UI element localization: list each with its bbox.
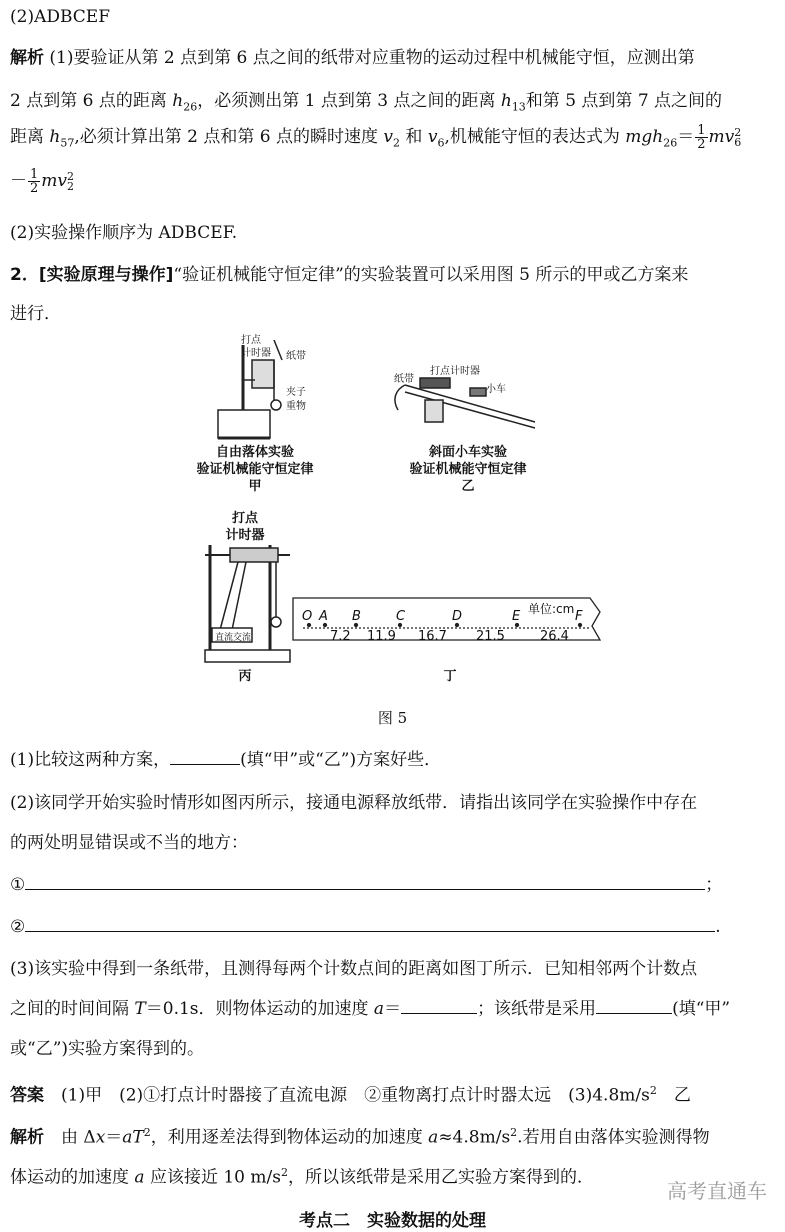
analysis1-line1 (10, 47, 775, 69)
sub3-t-T: T (134, 999, 146, 1019)
a3-aT: aT (122, 1127, 144, 1148)
a3-sup1: 2 (143, 1126, 151, 1139)
sub2-line2: 的两处明显错误或不当的地方： (10, 833, 248, 853)
q2-tag: [实验原理与操作] (38, 265, 174, 285)
frac2-n: 1 (30, 167, 39, 182)
sub3-line3: 或“乙”)实验方案得到的。 (10, 1039, 205, 1059)
bing-caption: 丙 (238, 669, 252, 684)
ding-value-bc: 11.9 (367, 629, 396, 644)
a1-l2b: ，必须测出第 1 点到第 3 点之间的距离 (197, 91, 501, 111)
jia-c1: 验证机械能守恒定律 (196, 462, 314, 477)
a1-sub6: 6 (734, 135, 742, 149)
sub3-blank-a[interactable] (401, 1013, 477, 1014)
a1-h13: h (500, 91, 512, 111)
analysis1-line4 (10, 168, 775, 195)
sub3-line1: (3)该实验中得到一条纸带，且测得每两个计数点间的距离如图丁所示．已知相邻两个计数点 (10, 959, 698, 979)
jia-c0: 自由落体实验 (215, 445, 294, 460)
analysis3-label: 解析 (10, 1127, 44, 1148)
bing-label-timer (215, 510, 275, 544)
section-title: 考点二 实验数据的处理 (299, 1211, 486, 1231)
analysis1-label: 解析 (10, 48, 44, 68)
ding-value-ef: 26.4 (540, 629, 569, 644)
jia-label-clip: 夹子 (286, 387, 306, 398)
figure-5-drawing (0, 330, 785, 700)
ding-point-c: C (396, 609, 406, 624)
yi-label-tape: 纸带 (394, 374, 414, 385)
a1-l2c: 和第 5 点到第 7 点之间的 (525, 91, 723, 111)
jia-caption (180, 444, 330, 495)
ding-value-oa-b: 7.2 (330, 629, 351, 644)
sub2-end2: . (715, 917, 721, 937)
frac2-d: 2 (30, 181, 39, 196)
yi-c2: 乙 (461, 479, 475, 494)
sub1-line (10, 749, 775, 771)
a3-l1f: ，利用逐差法得到物体运动的加速度 (150, 1127, 429, 1148)
sub1-text-a: (1)比较这两种方案， (10, 750, 171, 770)
a3-l2c: 应该接近 10 m/s (144, 1167, 281, 1188)
answer-text: (1)甲 (2)①打点计时器接了直流电源 ②重物离打点计时器太远 (3)4.8m/s (61, 1085, 650, 1106)
frac1-n: 1 (697, 123, 706, 138)
sub3-line2 (10, 998, 775, 1020)
ding-value-de: 21.5 (476, 629, 505, 644)
a1-sup2: 2 (67, 169, 75, 183)
frac1-d: 2 (697, 137, 706, 152)
bing-apparatus (205, 545, 290, 662)
answer-line (10, 1080, 775, 1107)
a1-v6: v (427, 127, 438, 147)
a1-supsub2 (67, 169, 75, 193)
analysis1-text1: (1)要验证从第 2 点到第 6 点之间的纸带对应重物的运动过程中机械能守恒，应测出第 (49, 48, 695, 68)
sub3-blank-scheme[interactable] (596, 1013, 672, 1014)
sub2-blank2-line (10, 916, 775, 938)
a3-l2e: ，所以该纸带是采用乙实验方案得到的． (287, 1167, 594, 1188)
a1-l3d: ,机械能守恒的表达式为 (444, 127, 626, 147)
jia-label-tape: 纸带 (286, 351, 306, 362)
a3-sup2: 2 (510, 1126, 518, 1139)
yi-c1: 验证机械能守恒定律 (409, 462, 527, 477)
a1-frac1 (695, 124, 707, 151)
sub2-mark2: ② (10, 917, 26, 937)
sub2-line1: (2)该同学开始实验时情形如图丙所示，接通电源释放纸带．请指出该同学在实验操作中存在 (10, 793, 698, 813)
jia-l1: 计时器 (241, 348, 271, 359)
sub3-t-c: ＝0.1s．则物体运动的加速度 (145, 999, 374, 1019)
bing-l1: 计时器 (225, 528, 265, 543)
ding-unit: 单位:cm (528, 602, 575, 616)
sub2-mark1: ① (10, 875, 26, 895)
prev-answer-line: (2)ADBCEF (10, 7, 111, 27)
a3-sup3: 2 (280, 1166, 288, 1179)
a1-v2-sub: 2 (393, 136, 401, 150)
a1-mv2: mv (41, 171, 68, 191)
sub2-blank2[interactable] (25, 931, 715, 932)
yi-caption (388, 444, 548, 495)
ding-point-b: B (352, 609, 361, 624)
analysis3-line1 (10, 1122, 775, 1149)
a3-l1j: .若用自由落体实验测得物 (517, 1127, 710, 1148)
sub1-text-b: (填“甲”或“乙”)方案好些． (240, 750, 442, 770)
a1-h57-sub: 57 (60, 136, 75, 150)
yi-label-timer: 打点计时器 (430, 366, 480, 377)
q2-text1: “验证机械能守恒定律”的实验装置可以采用图 5 所示的甲或乙方案来 (173, 265, 689, 285)
analysis3-line2 (10, 1162, 775, 1189)
jia-l0: 打点 (241, 335, 261, 346)
sub3-t-eq: ＝ (384, 999, 402, 1019)
sub3-t-a: 之间的时间间隔 (10, 999, 135, 1019)
a1-h57: h (49, 127, 61, 147)
ding-point-e: E (512, 609, 521, 624)
answer-tail: 乙 (656, 1085, 691, 1106)
a3-l2a: 体运动的加速度 (10, 1167, 135, 1188)
q2-number: 2． (10, 265, 39, 285)
a3-l1h: ≈4.8m/s (438, 1127, 511, 1148)
a1-l3c: 和 (400, 127, 428, 147)
jia-label-timer (241, 334, 271, 360)
a3-a: a (428, 1127, 439, 1148)
ding-point-d: D (452, 609, 463, 624)
figure-title: 图 5 (377, 709, 408, 727)
a1-h13-sub: 13 (511, 100, 526, 114)
jia-label-weight: 重物 (286, 401, 306, 412)
a1-supsub6 (734, 125, 742, 149)
yi-label-cart: 小车 (486, 384, 506, 395)
ding-point-f: F (575, 609, 583, 624)
a3-x: x (95, 1127, 106, 1148)
sub2-blank1-line (10, 874, 775, 896)
ding-value-cd: 16.7 (418, 629, 447, 644)
bing-label-ac: 交流 (233, 633, 252, 643)
a1-l3b: ,必须计算出第 2 点和第 6 点的瞬时速度 (74, 127, 384, 147)
sub3-t-g: (填“甲” (672, 999, 731, 1019)
answer-sup: 2 (649, 1084, 657, 1097)
answer-label: 答案 (10, 1085, 44, 1106)
watermark-text: 高考直通车 (667, 1179, 767, 1203)
ding-point-o: O (302, 609, 313, 624)
a1-v6-sub: 6 (437, 136, 445, 150)
ding-point-a: A (319, 609, 328, 624)
a1-mgh-sub: 26 (663, 136, 678, 150)
sub2-end1: ； (705, 875, 723, 895)
a1-v2: v (383, 127, 394, 147)
yi-apparatus (395, 378, 535, 428)
a1-minus: － (10, 171, 27, 191)
jia-c2: 甲 (248, 479, 262, 494)
q2-line2: 进行． (10, 304, 61, 324)
sub1-blank[interactable] (170, 764, 240, 765)
a3-eq: ＝ (105, 1127, 123, 1148)
q2-line1 (10, 264, 775, 286)
analysis1-line2 (10, 90, 775, 118)
sub3-t-avar: a (373, 999, 385, 1019)
yi-c0: 斜面小车实验 (428, 445, 507, 460)
a1-mgh: mgh (625, 127, 664, 147)
a1-frac2 (28, 168, 40, 195)
ding-caption: 丁 (443, 669, 457, 684)
a1-eq: ＝ (677, 127, 695, 147)
bing-label-dc: 直流 (215, 633, 234, 643)
sub2-blank1[interactable] (25, 889, 705, 890)
a1-h26-sub: 26 (183, 100, 198, 114)
a1-mv6: mv (708, 127, 735, 147)
a1-h26: h (172, 91, 184, 111)
a3-a2: a (134, 1167, 145, 1188)
a1-sub2: 2 (67, 179, 75, 193)
analysis2-line: (2)实验操作顺序为 ADBCEF. (10, 223, 238, 243)
a3-l1a: 由 Δ (61, 1127, 96, 1148)
a1-l2a: 2 点到第 6 点的距离 (10, 91, 173, 111)
sub3-t-f: ；该纸带是采用 (477, 999, 597, 1019)
bing-l0: 打点 (231, 511, 258, 526)
jia-base (218, 410, 270, 438)
a1-sup6: 2 (734, 125, 742, 139)
analysis1-line3 (10, 124, 775, 154)
a1-l3a: 距离 (10, 127, 50, 147)
